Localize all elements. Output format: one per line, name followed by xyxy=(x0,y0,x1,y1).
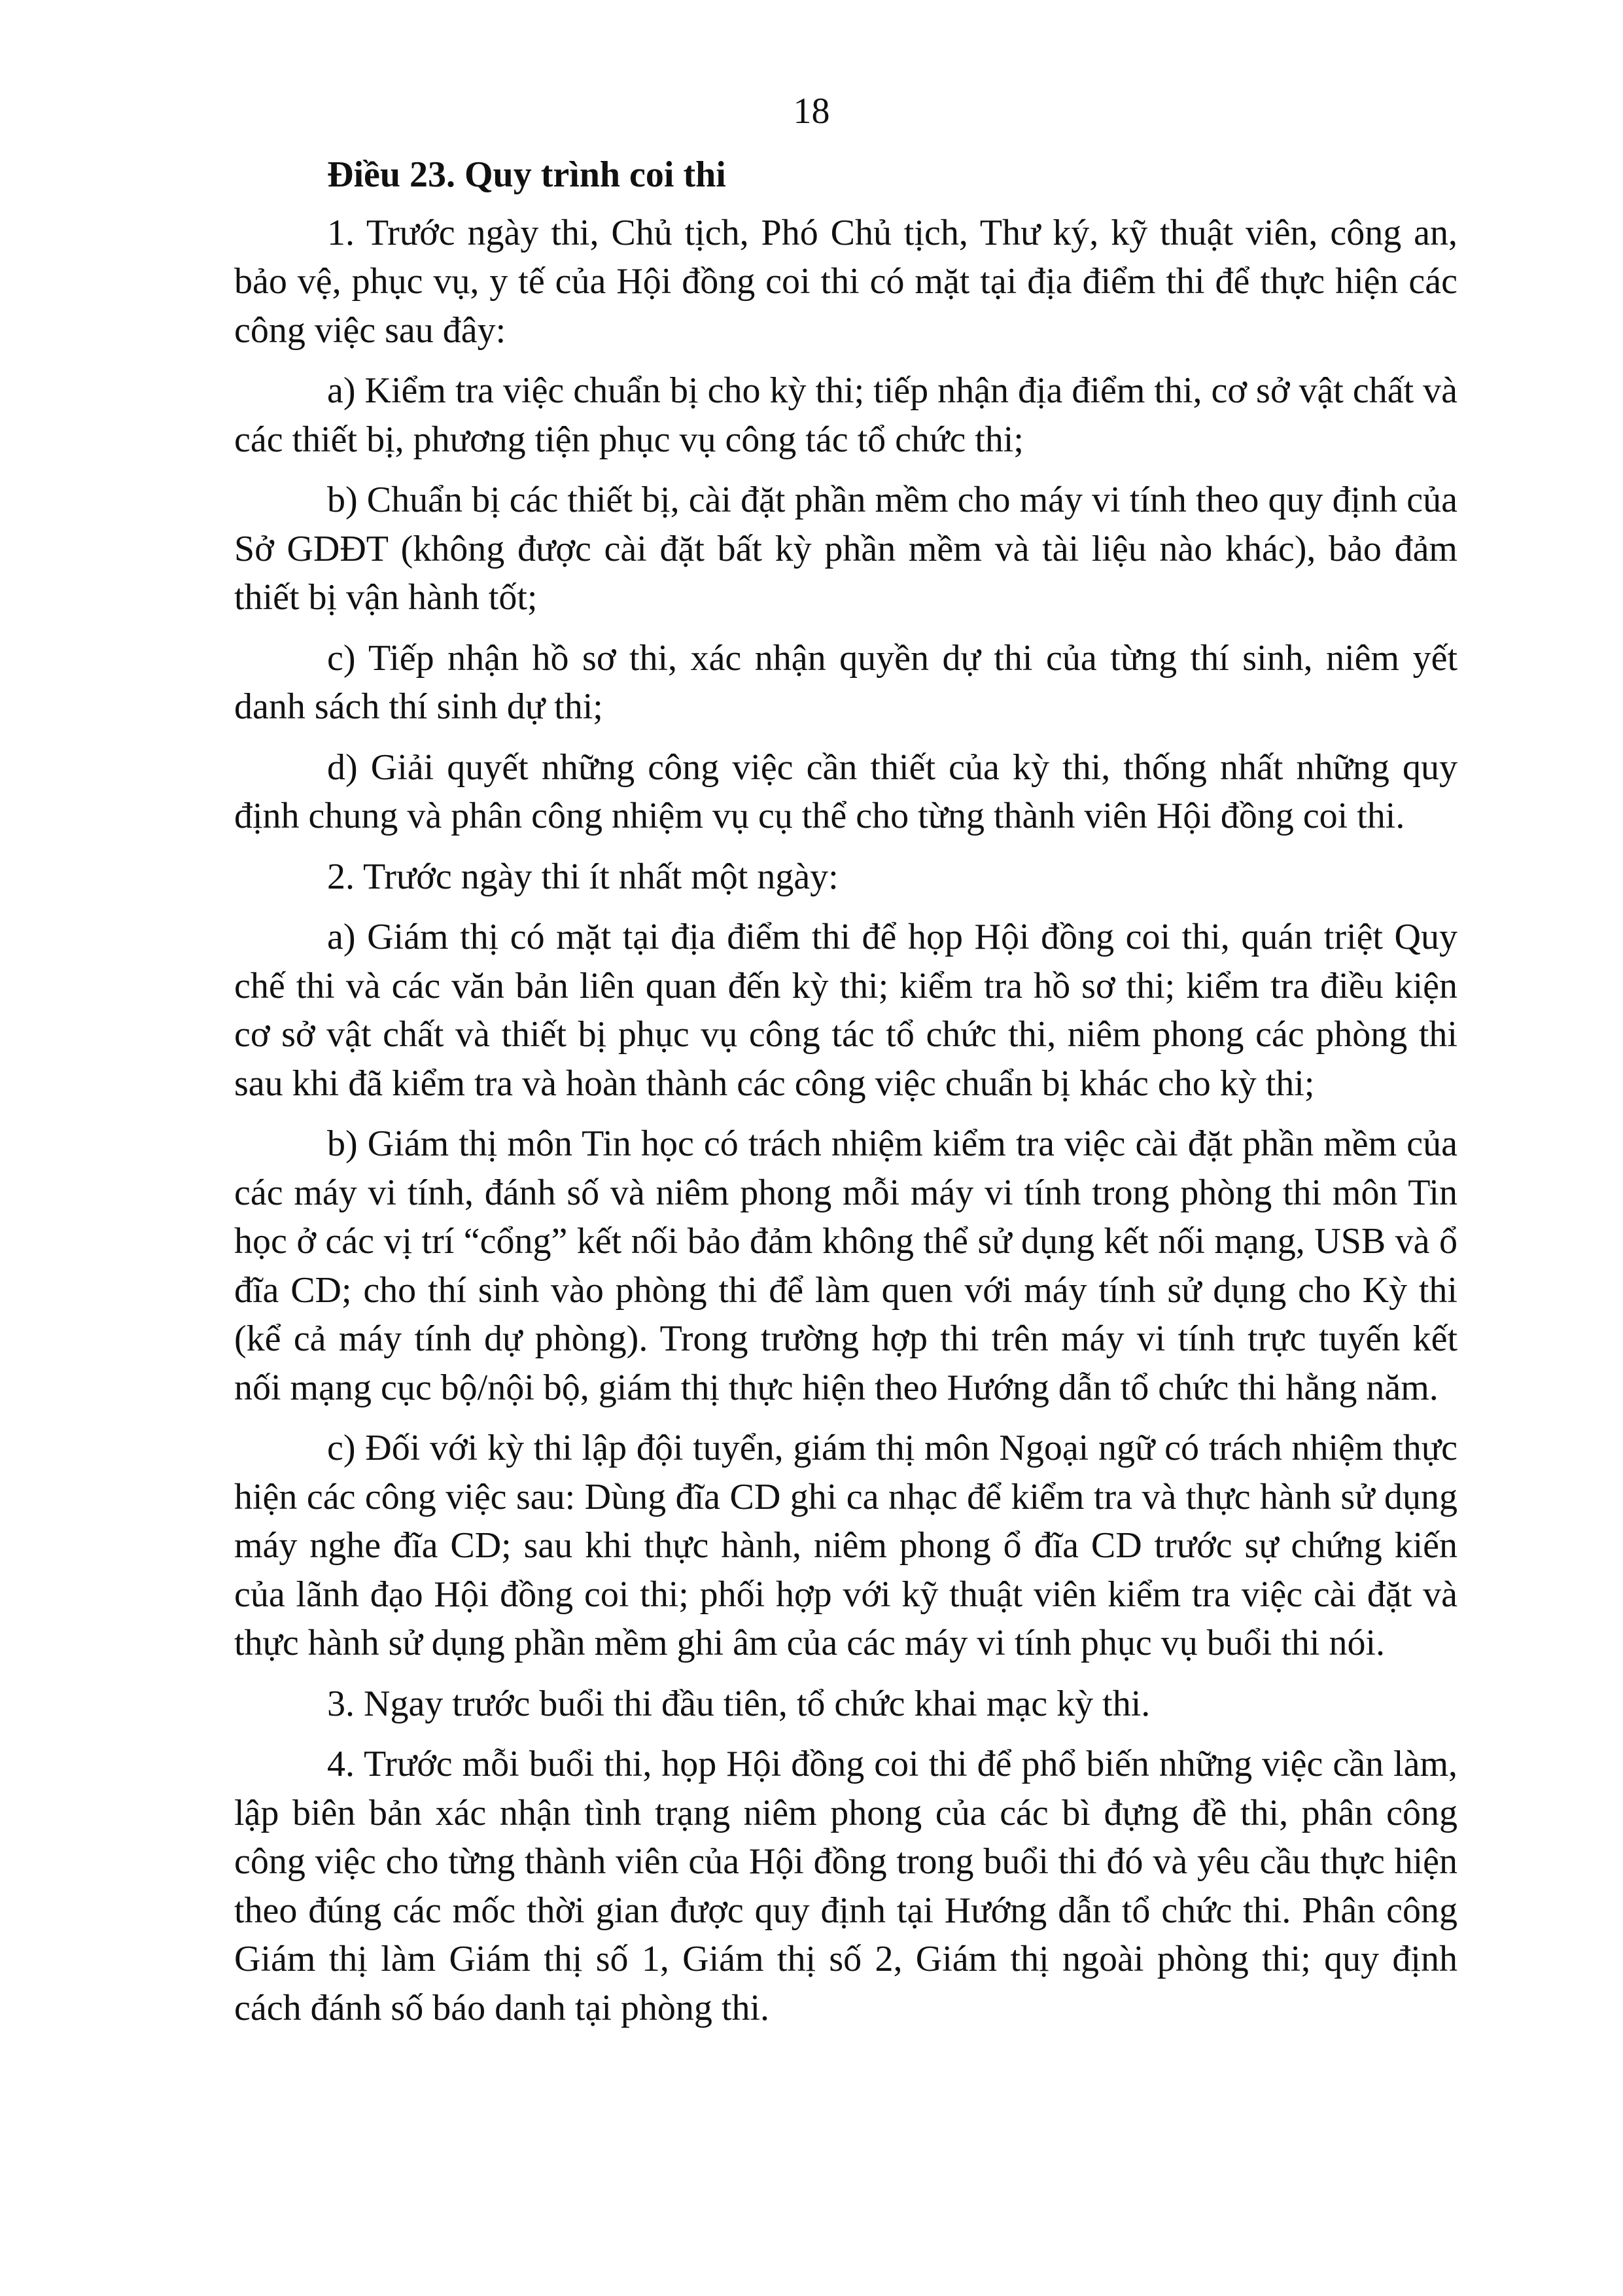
paragraph-3: 3. Ngay trước buổi thi đầu tiên, tổ chức khai mạc kỳ thi. xyxy=(327,1683,1151,1724)
page-number: 18 xyxy=(793,91,830,132)
paragraph-1d: d) Giải quyết những công việc cần thiết của kỳ thi, thống nhất những quy định chung và phân công nhiệm vụ cụ thể cho từng thành viên Hội đồng coi thi. xyxy=(234,747,1457,836)
paragraph-2b: b) Giám thị môn Tin học có trách nhiệm kiểm tra việc cài đặt phần mềm của các máy vi tính, đánh số và niêm phong mỗi máy vi tính trong phòng thi môn Tin học ở các vị trí “cổng” kết nối bảo đảm không thể sử dụng kết nối mạng, USB và ổ đĩa CD; cho thí sinh vào phòng thi để làm quen với máy tính sử dụng cho Kỳ thi (kể cả máy tính dự phòng). Trong trường hợp thi trên máy vi tính trực tuyến kết nối mạng cục bộ/nội bộ, giám thị thực hiện theo Hướng dẫn tổ chức thi hằng năm. xyxy=(234,1123,1457,1408)
article-heading: Điều 23. Quy trình coi thi xyxy=(327,154,726,195)
paragraph-2c: c) Đối với kỳ thi lập đội tuyển, giám thị môn Ngoại ngữ có trách nhiệm thực hiện các công việc sau: Dùng đĩa CD ghi ca nhạc để kiểm tra và thực hành sử dụng máy nghe đĩa CD; sau khi thực hành, niêm phong ổ đĩa CD trước sự chứng kiến của lãnh đạo Hội đồng coi thi; phối hợp với kỹ thuật viên kiểm tra việc cài đặt và thực hành sử dụng phần mềm ghi âm của các máy vi tính phục vụ buổi thi nói. xyxy=(234,1428,1457,1663)
paragraph-1-intro: 1. Trước ngày thi, Chủ tịch, Phó Chủ tịch, Thư ký, kỹ thuật viên, công an, bảo vệ, phục vụ, y tế của Hội đồng coi thi có mặt tại địa điểm thi để thực hiện các công việc sau đây: xyxy=(234,212,1457,351)
paragraph-1c: c) Tiếp nhận hồ sơ thi, xác nhận quyền dự thi của từng thí sinh, niêm yết danh sách thí sinh dự thi; xyxy=(234,637,1457,727)
paragraph-2-intro: 2. Trước ngày thi ít nhất một ngày: xyxy=(327,856,839,897)
article-body xyxy=(234,150,1457,2044)
paragraph-1a: a) Kiểm tra việc chuẩn bị cho kỳ thi; tiếp nhận địa điểm thi, cơ sở vật chất và các thiết bị, phương tiện phục vụ công tác tổ chức thi; xyxy=(234,370,1457,460)
paragraph-4: 4. Trước mỗi buổi thi, họp Hội đồng coi thi để phổ biến những việc cần làm, lập biên bản xác nhận tình trạng niêm phong của các bì đựng đề thi, phân công công việc cho từng thành viên của Hội đồng trong buổi thi đó và yêu cầu thực hiện theo đúng các mốc thời gian được quy định tại Hướng dẫn tổ chức thi. Phân công Giám thị làm Giám thị số 1, Giám thị số 2, Giám thị ngoài phòng thi; quy định cách đánh số báo danh tại phòng thi. xyxy=(234,1744,1457,2028)
paragraph-1b: b) Chuẩn bị các thiết bị, cài đặt phần mềm cho máy vi tính theo quy định của Sở GDĐT (không được cài đặt bất kỳ phần mềm và tài liệu nào khác), bảo đảm thiết bị vận hành tốt; xyxy=(234,480,1457,618)
paragraph-2a: a) Giám thị có mặt tại địa điểm thi để họp Hội đồng coi thi, quán triệt Quy chế thi và các văn bản liên quan đến kỳ thi; kiểm tra hồ sơ thi; kiểm tra điều kiện cơ sở vật chất và thiết bị phục vụ công tác tổ chức thi, niêm phong các phòng thi sau khi đã kiểm tra và hoàn thành các công việc chuẩn bị khác cho kỳ thi; xyxy=(234,917,1457,1104)
